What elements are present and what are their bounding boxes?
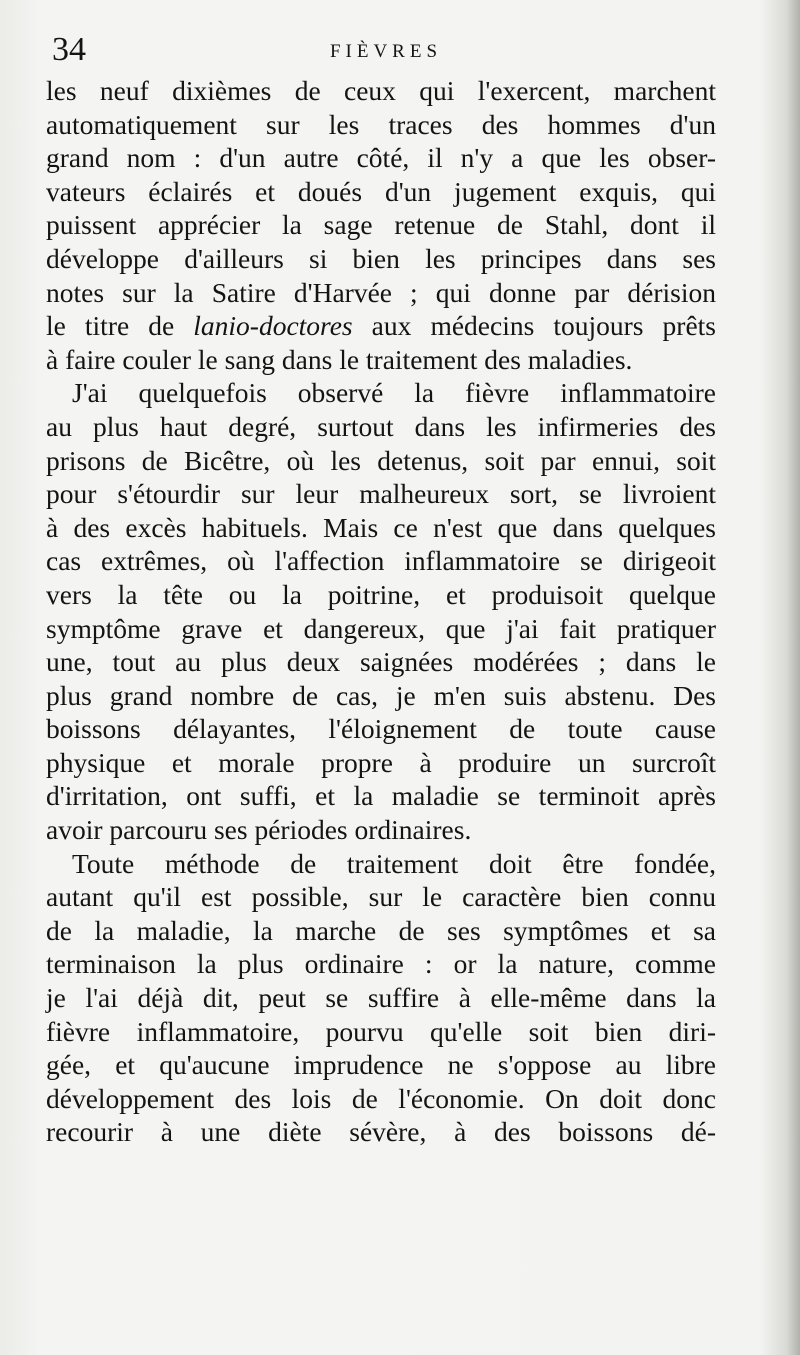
text-segment: le titre de (46, 310, 194, 342)
page-number: 34 (52, 31, 86, 68)
text-line: à faire couler le sang dans le traitement des maladies. (46, 343, 633, 375)
text-line: je l'ai déjà dit, peut se suffire à elle-même dans la (46, 982, 716, 1014)
text-line (46, 309, 716, 343)
text-line: recourir à une diète sévère, à des boissons dé- (46, 1116, 716, 1148)
text-line: boissons délayantes, l'éloignement de toute cause (46, 713, 716, 745)
page-edge-shadow (786, 0, 800, 1355)
text-line: vers la tête ou la poitrine, et produisoit quelque (46, 578, 716, 610)
text-line: une, tout au plus deux saignées modérées ; dans le (46, 646, 716, 678)
text-line: puissent apprécier la sage retenue de Stahl, dont il (46, 209, 716, 241)
text-line: de la maladie, la marche de ses symptômes et sa (46, 914, 716, 946)
text-line: terminaison la plus ordinaire : or la nature, comme (46, 948, 716, 980)
text-line: au plus haut degré, surtout dans les infirmeries des (46, 410, 716, 442)
paragraph (46, 376, 716, 846)
text-line: gée, et qu'aucune imprudence ne s'oppose au libre (46, 1049, 716, 1081)
text-line: physique et morale propre à produire un surcroît (46, 746, 716, 778)
text-segment: aux médecins toujours prêts (352, 310, 716, 342)
text-line: plus grand nombre de cas, je m'en suis abstenu. Des (46, 679, 716, 711)
paragraph (46, 847, 716, 1149)
text-line: à des excès habituels. Mais ce n'est que dans quelques (46, 511, 716, 543)
text-line: J'ai quelquefois observé la fièvre inflammatoire (72, 377, 716, 409)
text-line: automatiquement sur les traces des hommes d'un (46, 108, 716, 140)
text-line: autant qu'il est possible, sur le caractère bien connu (46, 881, 716, 913)
text-line: notes sur la Satire d'Harvée ; qui donne par dérision (46, 276, 716, 308)
text-line: symptôme grave et dangereux, que j'ai fait pratiquer (46, 612, 716, 644)
text-line: développe d'ailleurs si bien les principes dans ses (46, 242, 716, 274)
text-line: avoir parcouru ses périodes ordinaires. (46, 814, 472, 846)
text-line: vateurs éclairés et doués d'un jugement exquis, qui (46, 175, 716, 207)
paragraph (46, 74, 716, 376)
text-line: grand nom : d'un autre côté, il n'y a que les obser- (46, 142, 716, 174)
body-text (46, 74, 716, 1149)
text-line: les neuf dixièmes de ceux qui l'exercent, marchent (46, 75, 716, 106)
text-line: prisons de Bicêtre, où les detenus, soit par ennui, soit (46, 444, 716, 476)
text-line: pour s'étourdir sur leur malheureux sort, se livroient (46, 478, 716, 510)
italic-term: lanio-doctores (193, 310, 353, 342)
text-line: cas extrêmes, où l'affection inflammatoire se dirigeoit (46, 545, 716, 577)
text-line: Toute méthode de traitement doit être fondée, (72, 847, 716, 879)
text-line: développement des lois de l'économie. On doit donc (46, 1082, 716, 1114)
running-head-title: FIÈVRES (329, 41, 443, 62)
text-line: fièvre inflammatoire, pourvu qu'elle soit bien diri- (46, 1015, 716, 1047)
running-head (52, 31, 720, 76)
text-line: d'irritation, ont suffi, et la maladie se terminoit après (46, 780, 716, 812)
